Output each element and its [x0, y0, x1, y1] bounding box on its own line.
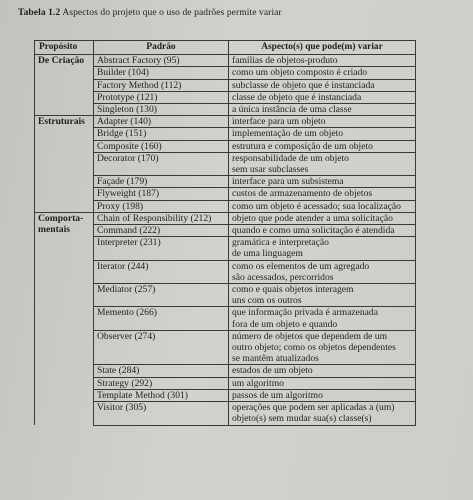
- header-row: [35, 41, 416, 55]
- aspect-text: outro objeto; como os objetos dependentes: [232, 342, 396, 354]
- pattern-cell: Factory Method (112): [94, 79, 229, 91]
- aspect-text: subclasse de objeto que é instanciada: [232, 79, 375, 91]
- pattern-cell: Composite (160): [94, 140, 229, 152]
- aspect-cell: [229, 307, 416, 330]
- aspect-text: estados de um objeto: [232, 365, 313, 377]
- aspect-text: responsabilidade de um objeto: [232, 152, 349, 164]
- aspect-cell: [229, 116, 416, 128]
- aspect-text: a única instância de uma classe: [232, 104, 352, 116]
- aspect-text: gramática e interpretação: [232, 237, 329, 249]
- pattern-cell: Abstract Factory (95): [94, 55, 229, 67]
- pattern-cell: Visitor (305): [94, 402, 229, 425]
- pattern-cell: Iterator (244): [94, 260, 229, 283]
- aspect-text: de uma linguagem: [232, 248, 303, 260]
- aspect-text: como um objeto composto é criado: [232, 67, 368, 79]
- aspect-text: operações que podem ser aplicadas a (um): [232, 402, 395, 414]
- header-aspect: Aspecto(s) que pode(m) variar: [229, 41, 416, 55]
- pattern-cell: Memento (266): [94, 307, 229, 330]
- aspect-cell: [229, 212, 416, 224]
- purpose-cell: [35, 116, 94, 213]
- aspect-text: custos de armazenamento de objetos: [232, 188, 373, 200]
- aspect-text: que informação privada é armazenada: [232, 307, 378, 319]
- pattern-cell: Command (222): [94, 225, 229, 237]
- aspect-cell: [229, 140, 416, 152]
- pattern-cell: Façade (179): [94, 176, 229, 188]
- patterns-table: [34, 40, 416, 426]
- aspect-cell: [229, 91, 416, 103]
- header-purpose: Propósito: [35, 41, 94, 55]
- aspect-cell: [229, 55, 416, 67]
- aspect-text: quando e como uma solicitação é atendida: [232, 225, 395, 237]
- pattern-cell: Singleton (130): [94, 104, 229, 116]
- aspect-cell: [229, 365, 416, 377]
- header-pattern: Padrão: [94, 41, 229, 55]
- aspect-cell: [229, 200, 416, 212]
- aspect-cell: [229, 260, 416, 283]
- pattern-cell: Flyweight (187): [94, 188, 229, 200]
- pattern-cell: Template Method (301): [94, 389, 229, 401]
- purpose-text: De Criação: [38, 55, 85, 67]
- aspect-cell: [229, 284, 416, 307]
- purpose-cell: [35, 55, 94, 116]
- purpose-cell: [35, 212, 94, 425]
- table-row: [35, 212, 416, 224]
- aspect-cell: [229, 128, 416, 140]
- table-row: [35, 55, 416, 67]
- table-body: [35, 55, 416, 425]
- aspect-text: objeto(s) sem mudar sua(s) classe(s): [232, 413, 372, 425]
- aspect-text: são acessados, percorridos: [232, 271, 334, 283]
- aspect-text: passos de um algoritmo: [232, 389, 323, 401]
- caption-text: Aspectos do projeto que o uso de padrões permite variar: [62, 8, 282, 18]
- pattern-cell: Prototype (121): [94, 91, 229, 103]
- aspect-cell: [229, 377, 416, 389]
- pattern-cell: Interpreter (231): [94, 237, 229, 260]
- pattern-cell: Observer (274): [94, 330, 229, 365]
- aspect-text: como e quais objetos interagem: [232, 284, 354, 296]
- aspect-cell: [229, 188, 416, 200]
- aspect-cell: [229, 67, 416, 79]
- pattern-cell: Mediator (257): [94, 284, 229, 307]
- table-row: [35, 116, 416, 128]
- purpose-text: Estruturais: [38, 116, 85, 128]
- aspect-cell: [229, 225, 416, 237]
- aspect-cell: [229, 104, 416, 116]
- pattern-cell: State (284): [94, 365, 229, 377]
- aspect-text: sem usar subclasses: [232, 164, 309, 176]
- aspect-text: classe de objeto que é instanciada: [232, 91, 362, 103]
- aspect-text: implementação de um objeto: [232, 128, 344, 140]
- aspect-text: interface para um objeto: [232, 116, 326, 128]
- aspect-text: como um objeto é acessado; sua localização: [232, 200, 401, 212]
- aspect-cell: [229, 176, 416, 188]
- aspect-text: se mantêm atualizados: [232, 353, 319, 365]
- aspect-text: fora de um objeto e quando: [232, 318, 338, 330]
- table-caption: [18, 8, 282, 18]
- pattern-cell: Proxy (198): [94, 200, 229, 212]
- aspect-text: uns com os outros: [232, 295, 302, 307]
- aspect-cell: [229, 389, 416, 401]
- pattern-cell: Bridge (151): [94, 128, 229, 140]
- pattern-cell: Strategy (292): [94, 377, 229, 389]
- purpose-text: Comporta-: [38, 212, 84, 224]
- aspect-text: estrutura e composição de um objeto: [232, 140, 373, 152]
- aspect-cell: [229, 152, 416, 175]
- pattern-cell: Decorator (170): [94, 152, 229, 175]
- aspect-text: como os elementos de um agregado: [232, 260, 370, 272]
- aspect-cell: [229, 79, 416, 91]
- caption-label: Tabela 1.2: [18, 8, 61, 18]
- aspect-text: número de objetos que dependem de um: [232, 330, 388, 342]
- aspect-text: um algoritmo: [232, 377, 284, 389]
- purpose-text: mentais: [38, 224, 70, 236]
- aspect-cell: [229, 330, 416, 365]
- aspect-cell: [229, 402, 416, 425]
- aspect-text: interface para um subsistema: [232, 176, 344, 188]
- pattern-cell: Chain of Responsibility (212): [94, 212, 229, 224]
- pattern-cell: Builder (104): [94, 67, 229, 79]
- aspect-text: famílias de objetos-produto: [232, 55, 338, 67]
- aspect-text: objeto que pode atender a uma solicitação: [232, 212, 393, 224]
- aspect-cell: [229, 237, 416, 260]
- pattern-cell: Adapter (140): [94, 116, 229, 128]
